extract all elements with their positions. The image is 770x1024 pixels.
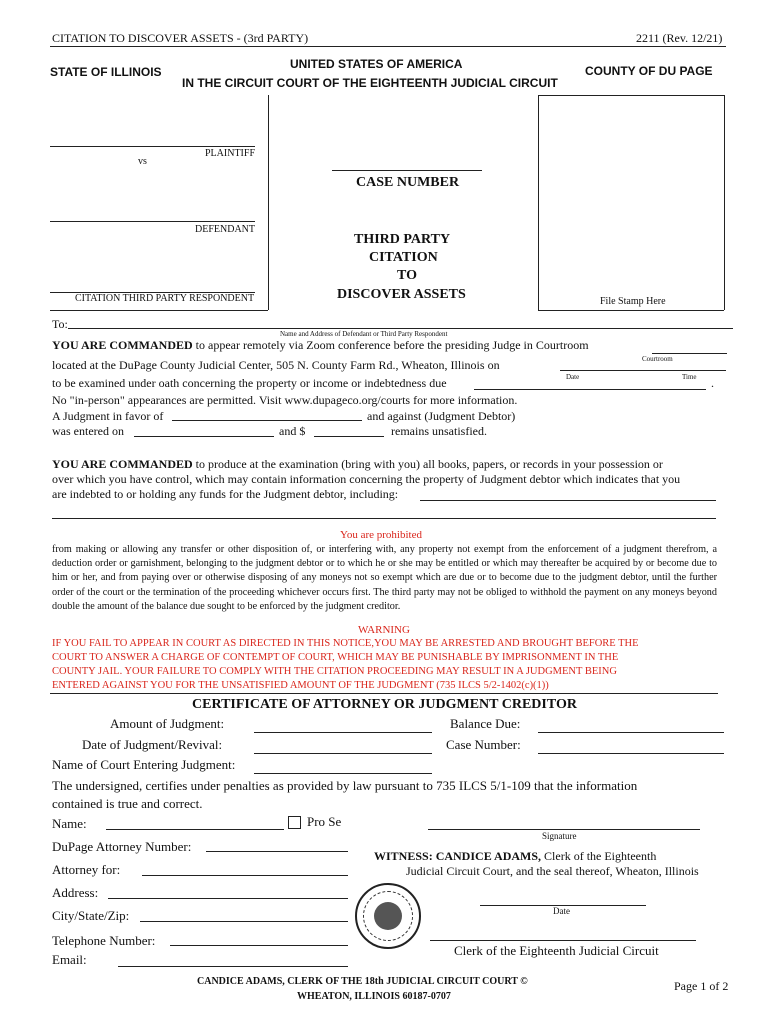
doc-title-line-3: TO [397,268,417,283]
time-label: Time [682,373,697,381]
attorney-for-label: Attorney for: [52,862,121,877]
balance-due-field[interactable] [538,732,724,733]
judgment-favor-label: A Judgment in favor of [52,409,164,423]
amount-label: Amount of Judgment: [110,716,225,731]
commanded-bold: YOU ARE COMMANDED [52,338,193,352]
plaintiff-label: PLAINTIFF [205,148,256,159]
name-label: Name: [52,816,87,831]
witness-bold: WITNESS: CANDICE ADAMS, [374,849,542,863]
courtroom-field[interactable] [652,353,727,354]
file-stamp-left [538,95,539,310]
date-sig-label: Date [553,906,570,916]
state-heading: STATE OF ILLINOIS [50,65,162,79]
certify-line-2: contained is true and correct. [52,796,203,811]
prohibited-text: from making or allowing any transfer or other disposition of, or interfering with, any property not exempt from the enforcement of a judgment therefrom, a deduction order or garnishment, belonging to the judgment debtor or to which he or she may be entitled or which may thereafter be acquired by or become due to him or her, and from paying over or otherwise disposing of any moneys not so exempt which are due or to become due to the judgment debtor, until the further order of the court or the termination of the proceeding whichever occurs first. The third party may not be obliged to withhold the payment on any moneys beyond double the amount of the balance due sought to be enforced by the judgment creditor. [52,544,717,612]
amount-of-judgment-field[interactable] [254,732,432,733]
witness-line-2: Judicial Circuit Court, and the seal thereof, Wheaton, Illinois [406,864,699,878]
examined-text: to be examined under oath concerning the property or income or indebtedness due [52,376,447,390]
entered-on-label: was entered on [52,424,124,438]
certify-line-1: The undersigned, certifies under penalties as provided by law pursuant to 735 ILCS 5/1-109 that the information [52,778,638,793]
defendant-field[interactable] [50,221,255,222]
caption-bottom [50,310,268,311]
clerk-field[interactable] [430,940,696,941]
amount-field[interactable] [314,436,384,437]
attorney-number-label: DuPage Attorney Number: [52,839,192,854]
warning-rule [50,693,718,694]
pro-se-checkbox[interactable] [288,816,301,829]
city-state-zip-field[interactable] [140,921,348,922]
doc-title-line-1: THIRD PARTY [354,232,451,247]
produce-line-2: over which you have control, which may contain information concerning the property of Judgment debtor which indicates that you [52,472,681,486]
produce-line-1 [52,457,663,472]
phone-field[interactable] [170,945,348,946]
indebtedness-field[interactable] [474,389,706,390]
form-number: 2211 (Rev. 12/21) [636,31,723,45]
doc-title-line-2: CITATION [369,250,438,265]
vs-label: vs [138,156,147,167]
examined-period: . [711,376,714,390]
phone-label: Telephone Number: [52,933,156,948]
caption-divider [268,95,269,310]
court-heading: IN THE CIRCUIT COURT OF THE EIGHTEENTH JUDICIAL CIRCUIT [182,76,558,90]
date-time-field[interactable] [560,370,726,371]
produce-line-3: are indebted to or holding any funds for the Judgment debtor, including: [52,487,399,501]
respondent-address-field[interactable] [68,328,733,329]
warning-line-1: IF YOU FAIL TO APPEAR IN COURT AS DIRECTED IN THIS NOTICE,YOU MAY BE ARRESTED AND BROUGHT BEFORE THE [52,638,639,649]
plaintiff-field[interactable] [50,146,255,147]
against-label: and against (Judgment Debtor) [367,409,516,423]
including-field-1[interactable] [420,500,716,501]
email-field[interactable] [118,966,348,967]
clerk-label: Clerk of the Eighteenth Judicial Circuit [454,943,659,958]
certificate-heading: CERTIFICATE OF ATTORNEY OR JUDGMENT CREDITOR [192,697,577,712]
location-text: located at the DuPage County Judicial Center, 505 N. County Farm Rd., Wheaton, Illinois on [52,358,500,372]
country-heading: UNITED STATES OF AMERICA [290,57,463,71]
judgment-creditor-field[interactable] [172,420,362,421]
courtroom-label: Courtroom [642,355,673,363]
in-person-notice: No "in-person" appearances are permitted. Visit www.dupageco.org/courts for more information. [52,393,518,407]
prohibited-heading: You are prohibited [340,529,422,541]
header-rule [50,46,726,47]
respondent-label: CITATION THIRD PARTY RESPONDENT [75,293,255,304]
case-number-cert-field[interactable] [538,753,724,754]
witness-line-1 [374,849,656,864]
court-label: Name of Court Entering Judgment: [52,757,236,772]
entered-date-field[interactable] [134,436,274,437]
case-number-label: CASE NUMBER [356,175,460,190]
signature-label: Signature [542,831,577,841]
judgment-date-field[interactable] [254,753,432,754]
witness-rest: Clerk of the Eighteenth [544,849,657,863]
balance-label: Balance Due: [450,716,521,731]
attorney-number-field[interactable] [206,851,348,852]
produce-text-1: to produce at the examination (bring with you) all books, papers, or records in your possession or [195,457,663,471]
commanded-line [52,338,589,353]
produce-bold: YOU ARE COMMANDED [52,457,193,471]
warning-line-4: ENTERED AGAINST YOU FOR THE UNSATISFIED AMOUNT OF THE JUDGMENT (735 ILCS 5/2-1402(c)(1)) [52,680,549,691]
attorney-for-field[interactable] [142,875,348,876]
file-stamp-right [724,95,725,310]
form-title: CITATION TO DISCOVER ASSETS - (3rd PARTY) [52,31,309,45]
county-heading: COUNTY OF DU PAGE [585,64,713,78]
footer-line-2: WHEATON, ILLINOIS 60187-0707 [297,991,451,1002]
signature-field[interactable] [428,829,700,830]
page-number: Page 1 of 2 [674,979,729,993]
commanded-text: to appear remotely via Zoom conference before the presiding Judge in Courtroom [195,338,589,352]
and-dollar-label: and $ [279,424,306,438]
pro-se-label: Pro Se [307,814,342,829]
address-label: Address: [52,885,99,900]
including-field-2[interactable] [52,518,716,519]
remains-label: remains unsatisfied. [391,424,487,438]
to-hint: Name and Address of Defendant or Third Party Respondent [280,330,448,338]
doc-title-line-4: DISCOVER ASSETS [337,287,466,302]
court-seal-center [374,902,402,930]
email-label: Email: [52,952,87,967]
city-label: City/State/Zip: [52,908,130,923]
court-seal [355,883,421,949]
defendant-label: DEFENDANT [195,224,255,235]
court-name-field[interactable] [254,773,432,774]
to-label: To: [52,317,68,331]
address-field[interactable] [108,898,348,899]
file-stamp-bottom [538,310,724,311]
file-stamp-label: File Stamp Here [600,296,666,307]
file-stamp-top [538,95,724,96]
warning-line-2: COURT TO ANSWER A CHARGE OF CONTEMPT OF COURT, WHICH MAY BE PUNISHABLE BY IMPRISONMENT IN THE [52,652,619,663]
warning-heading: WARNING [358,624,410,636]
judgment-date-label: Date of Judgment/Revival: [82,737,223,752]
case-label: Case Number: [446,737,521,752]
case-number-field[interactable] [332,170,482,171]
footer-line-1: CANDICE ADAMS, CLERK OF THE 18th JUDICIAL CIRCUIT COURT © [197,976,528,987]
date-label: Date [566,373,580,381]
name-field[interactable] [106,829,284,830]
warning-line-3: COUNTY JAIL. YOUR FAILURE TO COMPLY WITH THE CITATION PROCEEDING MAY RESULT IN A JUDGMENT BEING [52,666,617,677]
